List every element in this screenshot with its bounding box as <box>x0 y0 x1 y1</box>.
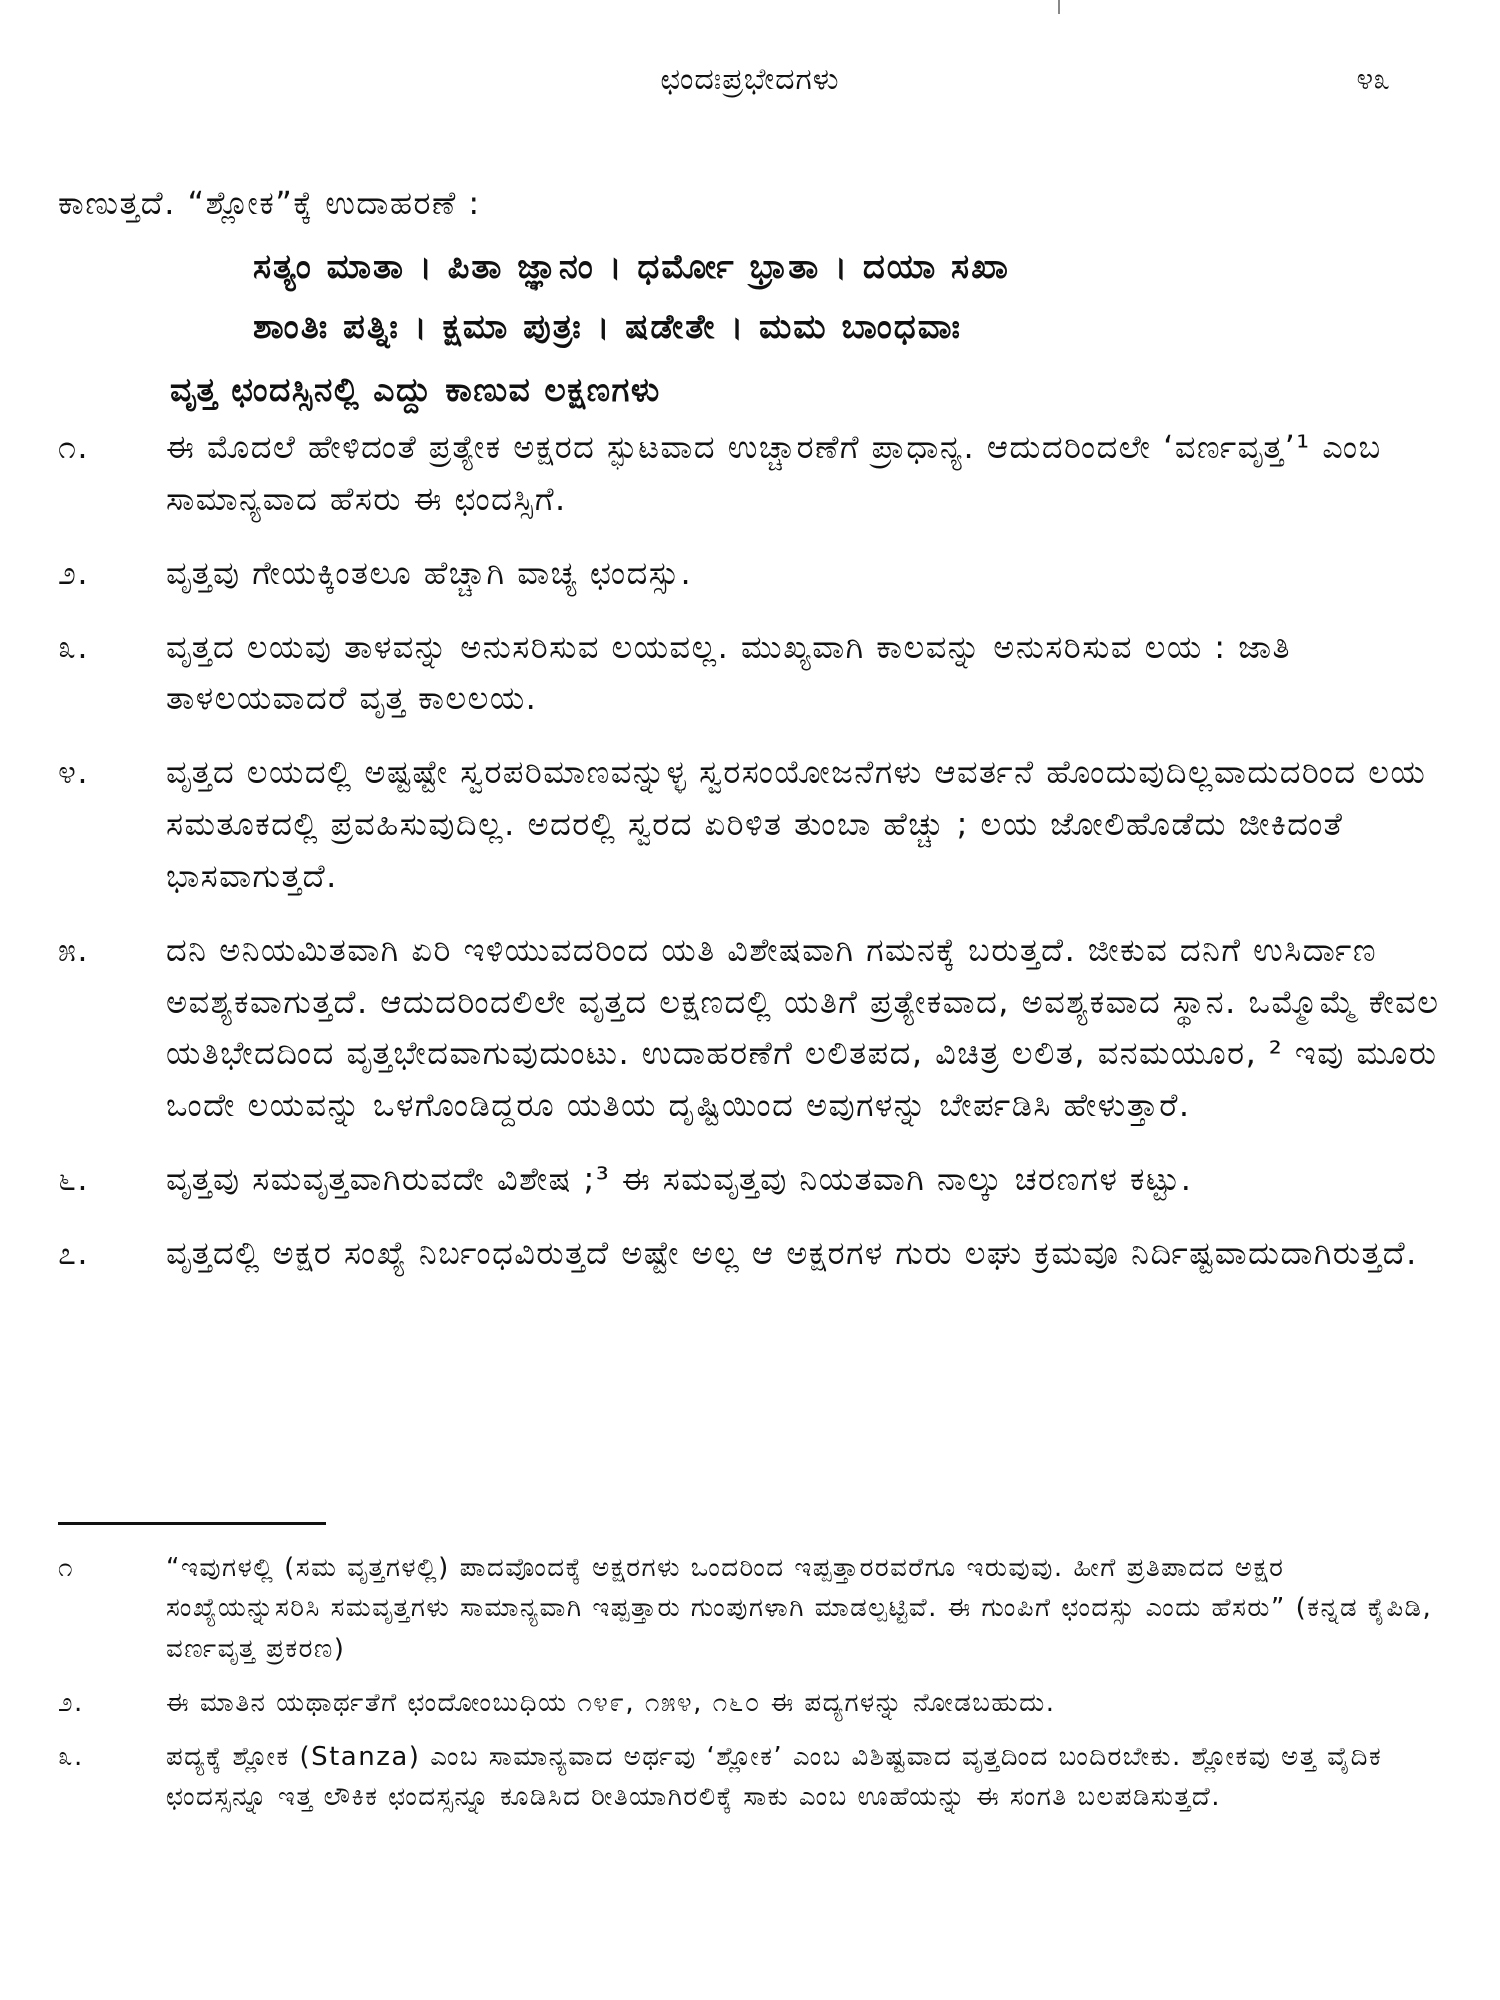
verse-block <box>58 240 1443 355</box>
item-number: ೩. <box>58 627 90 666</box>
footnote-text: ಪದ್ಯಕ್ಕೆ ಶ್ಲೋಕ (Stanza) ಎಂಬ ಸಾಮಾನ್ಯವಾದ ಅರ್ಥವು ‘ಶ್ಲೋಕ’ ಎಂಬ ವಿಶಿಷ್ಟವಾದ ವೃತ್ತದಿಂದ ಬಂದಿರಬೇಕು. ಶ್ಲೋಕವು ಅತ್ತ ವೈದಿಕ ಛಂದಸ್ಸನ್ನೂ ಇತ್ತ ಲೌಕಿಕ ಛಂದಸ್ಸನ್ನೂ ಕೂಡಿಸಿದ ರೀತಿಯಾಗಿರಲಿಕ್ಕೆ ಸಾಕು ಎಂಬ ಊಹೆಯನ್ನು ಈ ಸಂಗತಿ ಬಲಪಡಿಸುತ್ತದೆ. <box>166 1742 1383 1813</box>
item-number: ೫. <box>58 930 90 969</box>
item-number: ೧. <box>58 428 90 467</box>
verse-line: ಸತ್ಯಂ ಮಾತಾ । ಪಿತಾ ಜ್ಞಾನಂ । ಧರ್ಮೋ ಭ್ರಾತಾ । ದಯಾ ಸಖಾ <box>253 246 1010 287</box>
points-list <box>58 422 1443 1280</box>
list-item <box>58 925 1443 1132</box>
footnote-text: ಈ ಮಾತಿನ ಯಥಾರ್ಥತೆಗೆ ಛಂದೋಂಬುಧಿಯ ೧೪೯, ೧೫೪, ೧೬೦ ಈ ಪದ್ಯಗಳನ್ನು ನೋಡಬಹುದು. <box>166 1687 1056 1718</box>
item-number: ೭. <box>58 1233 90 1272</box>
intro-line: ಕಾಣುತ್ತದೆ. “ಶ್ಲೋಕ”ಕ್ಕೆ ಉದಾಹರಣೆ : <box>58 184 481 222</box>
footnote-divider <box>58 1522 326 1525</box>
item-number: ೨. <box>58 553 90 592</box>
list-item <box>58 422 1443 526</box>
item-text: ಈ ಮೊದಲೆ ಹೇಳಿದಂತೆ ಪ್ರತ್ಯೇಕ ಅಕ್ಷರದ ಸ್ಫುಟವಾದ ಉಚ್ಚಾರಣೆಗೆ ಪ್ರಾಧಾನ್ಯ. ಆದುದರಿಂದಲೇ ‘ವರ್ಣವೃತ್ತ’¹ ಎಂಬ ಸಾಮಾನ್ಯವಾದ ಹೆಸರು ಈ ಛಂದಸ್ಸಿಗೆ. <box>166 428 1382 518</box>
running-header: ಛಂದಃಪ್ರಭೇದಗಳು <box>660 62 840 97</box>
footnote-text: “ಇವುಗಳಲ್ಲಿ (ಸಮ ವೃತ್ತಗಳಲ್ಲಿ) ಪಾದವೊಂದಕ್ಕೆ ಅಕ್ಷರಗಳು ಒಂದರಿಂದ ಇಪ್ಪತ್ತಾರರವರೆಗೂ ಇರುವುವು. ಹೀಗೆ ಪ್ರತಿಪಾದದ ಅಕ್ಷರ ಸಂಖ್ಯೆಯನ್ನುಸರಿಸಿ ಸಮವೃತ್ತಗಳು ಸಾಮಾನ್ಯವಾಗಿ ಇಪ್ಪತ್ತಾರು ಗುಂಪುಗಳಾಗಿ ಮಾಡಲ್ಪಟ್ಟಿವೆ. ಈ ಗುಂಪಿಗೆ ಛಂದಸ್ಸು ಎಂದು ಹೆಸರು” (ಕನ್ನಡ ಕೈಪಿಡಿ, ವರ್ಣವೃತ್ತ ಪ್ರಕರಣ) <box>166 1553 1433 1664</box>
list-item <box>58 548 1443 600</box>
item-text: ವೃತ್ತದ ಲಯದಲ್ಲಿ ಅಷ್ಟಷ್ಟೇ ಸ್ವರಪರಿಮಾಣವನ್ನುಳ್ಳ ಸ್ವರಸಂಯೋಜನೆಗಳು ಆವರ್ತನೆ ಹೊಂದುವುದಿಲ್ಲವಾದುದರಿಂದ ಲಯ ಸಮತೂಕದಲ್ಲಿ ಪ್ರವಹಿಸುವುದಿಲ್ಲ. ಅದರಲ್ಲಿ ಸ್ವರದ ಏರಿಳಿತ ತುಂಬಾ ಹೆಚ್ಚು ; ಲಯ ಜೋಲಿಹೊಡೆದು ಜೀಕಿದಂತೆ ಭಾಸವಾಗುತ್ತದೆ. <box>166 753 1427 895</box>
main-text <box>58 178 1443 1302</box>
footnote-number: ೩. <box>58 1742 84 1773</box>
footnotes <box>58 1548 1443 1832</box>
item-text: ವೃತ್ತದಲ್ಲಿ ಅಕ್ಷರ ಸಂಖ್ಯೆ ನಿರ್ಬಂಧವಿರುತ್ತದೆ ಅಷ್ಟೇ ಅಲ್ಲ ಆ ಅಕ್ಷರಗಳ ಗುರು ಲಘು ಕ್ರಮವೂ ನಿರ್ದಿಷ್ಟವಾದುದಾಗಿರುತ್ತದೆ. <box>166 1233 1418 1272</box>
scan-mark <box>1058 0 1060 14</box>
section-heading: ವೃತ್ತ ಛಂದಸ್ಸಿನಲ್ಲಿ ಎದ್ದು ಕಾಣುವ ಲಕ್ಷಣಗಳು <box>170 369 661 409</box>
footnote <box>58 1548 1443 1669</box>
item-text: ವೃತ್ತವು ಸಮವೃತ್ತವಾಗಿರುವದೇ ವಿಶೇಷ ;³ ಈ ಸಮವೃತ್ತವು ನಿಯತವಾಗಿ ನಾಲ್ಕು ಚರಣಗಳ ಕಟ್ಟು. <box>166 1160 1193 1198</box>
item-text: ವೃತ್ತವು ಗೇಯಕ್ಕಿಂತಲೂ ಹೆಚ್ಚಾಗಿ ವಾಚ್ಯ ಛಂದಸ್ಸು. <box>166 553 693 592</box>
page-number: ೪೩ <box>1356 62 1390 97</box>
verse-line: ಶಾಂತಿಃ ಪತ್ನಿಃ । ಕ್ಷಮಾ ಪುತ್ರಃ । ಷಡೇತೇ । ಮಮ ಬಾಂಧವಾಃ <box>253 307 963 348</box>
footnote <box>58 1737 1443 1818</box>
list-item <box>58 622 1443 726</box>
list-item <box>58 1228 1443 1280</box>
item-text: ವೃತ್ತದ ಲಯವು ತಾಳವನ್ನು ಅನುಸರಿಸುವ ಲಯವಲ್ಲ. ಮುಖ್ಯವಾಗಿ ಕಾಲವನ್ನು ಅನುಸರಿಸುವ ಲಯ : ಜಾತಿ ತಾಳಲಯವಾದರೆ ವೃತ್ತ ಕಾಲಲಯ. <box>166 627 1291 718</box>
item-number: ೪. <box>58 753 90 792</box>
item-number: ೬. <box>58 1160 90 1198</box>
footnote-number: ೨. <box>58 1687 84 1718</box>
footnote <box>58 1683 1443 1723</box>
list-item <box>58 747 1443 902</box>
item-text: ದನಿ ಅನಿಯಮಿತವಾಗಿ ಏರಿ ಇಳಿಯುವದರಿಂದ ಯತಿ ವಿಶೇಷವಾಗಿ ಗಮನಕ್ಕೆ ಬರುತ್ತದೆ. ಜೀಕುವ ದನಿಗೆ ಉಸಿರ್ದಾಣ ಅವಶ್ಯಕವಾಗುತ್ತದೆ. ಆದುದರಿಂದಲಿಲೇ ವೃತ್ತದ ಲಕ್ಷಣದಲ್ಲಿ ಯತಿಗೆ ಪ್ರತ್ಯೇಕವಾದ, ಅವಶ್ಯಕವಾದ ಸ್ಥಾನ. ಒಮ್ಮೊಮ್ಮೆ ಕೇವಲ ಯತಿಭೇದದಿಂದ ವೃತ್ತಭೇದವಾಗುವುದುಂಟು. ಉದಾಹರಣೆಗೆ ಲಲಿತಪದ, ವಿಚಿತ್ರ ಲಲಿತ, ವನಮಯೂರ, ² ಇವು ಮೂರು ಒಂದೇ ಲಯವನ್ನು ಒಳಗೊಂಡಿದ್ದರೂ ಯತಿಯ ದೃಷ್ಟಿಯಿಂದ ಅವುಗಳನ್ನು ಬೇರ್ಪಡಿಸಿ ಹೇಳುತ್ತಾರೆ. <box>166 930 1440 1125</box>
list-item <box>58 1154 1443 1206</box>
footnote-number: ೧ <box>58 1553 75 1583</box>
